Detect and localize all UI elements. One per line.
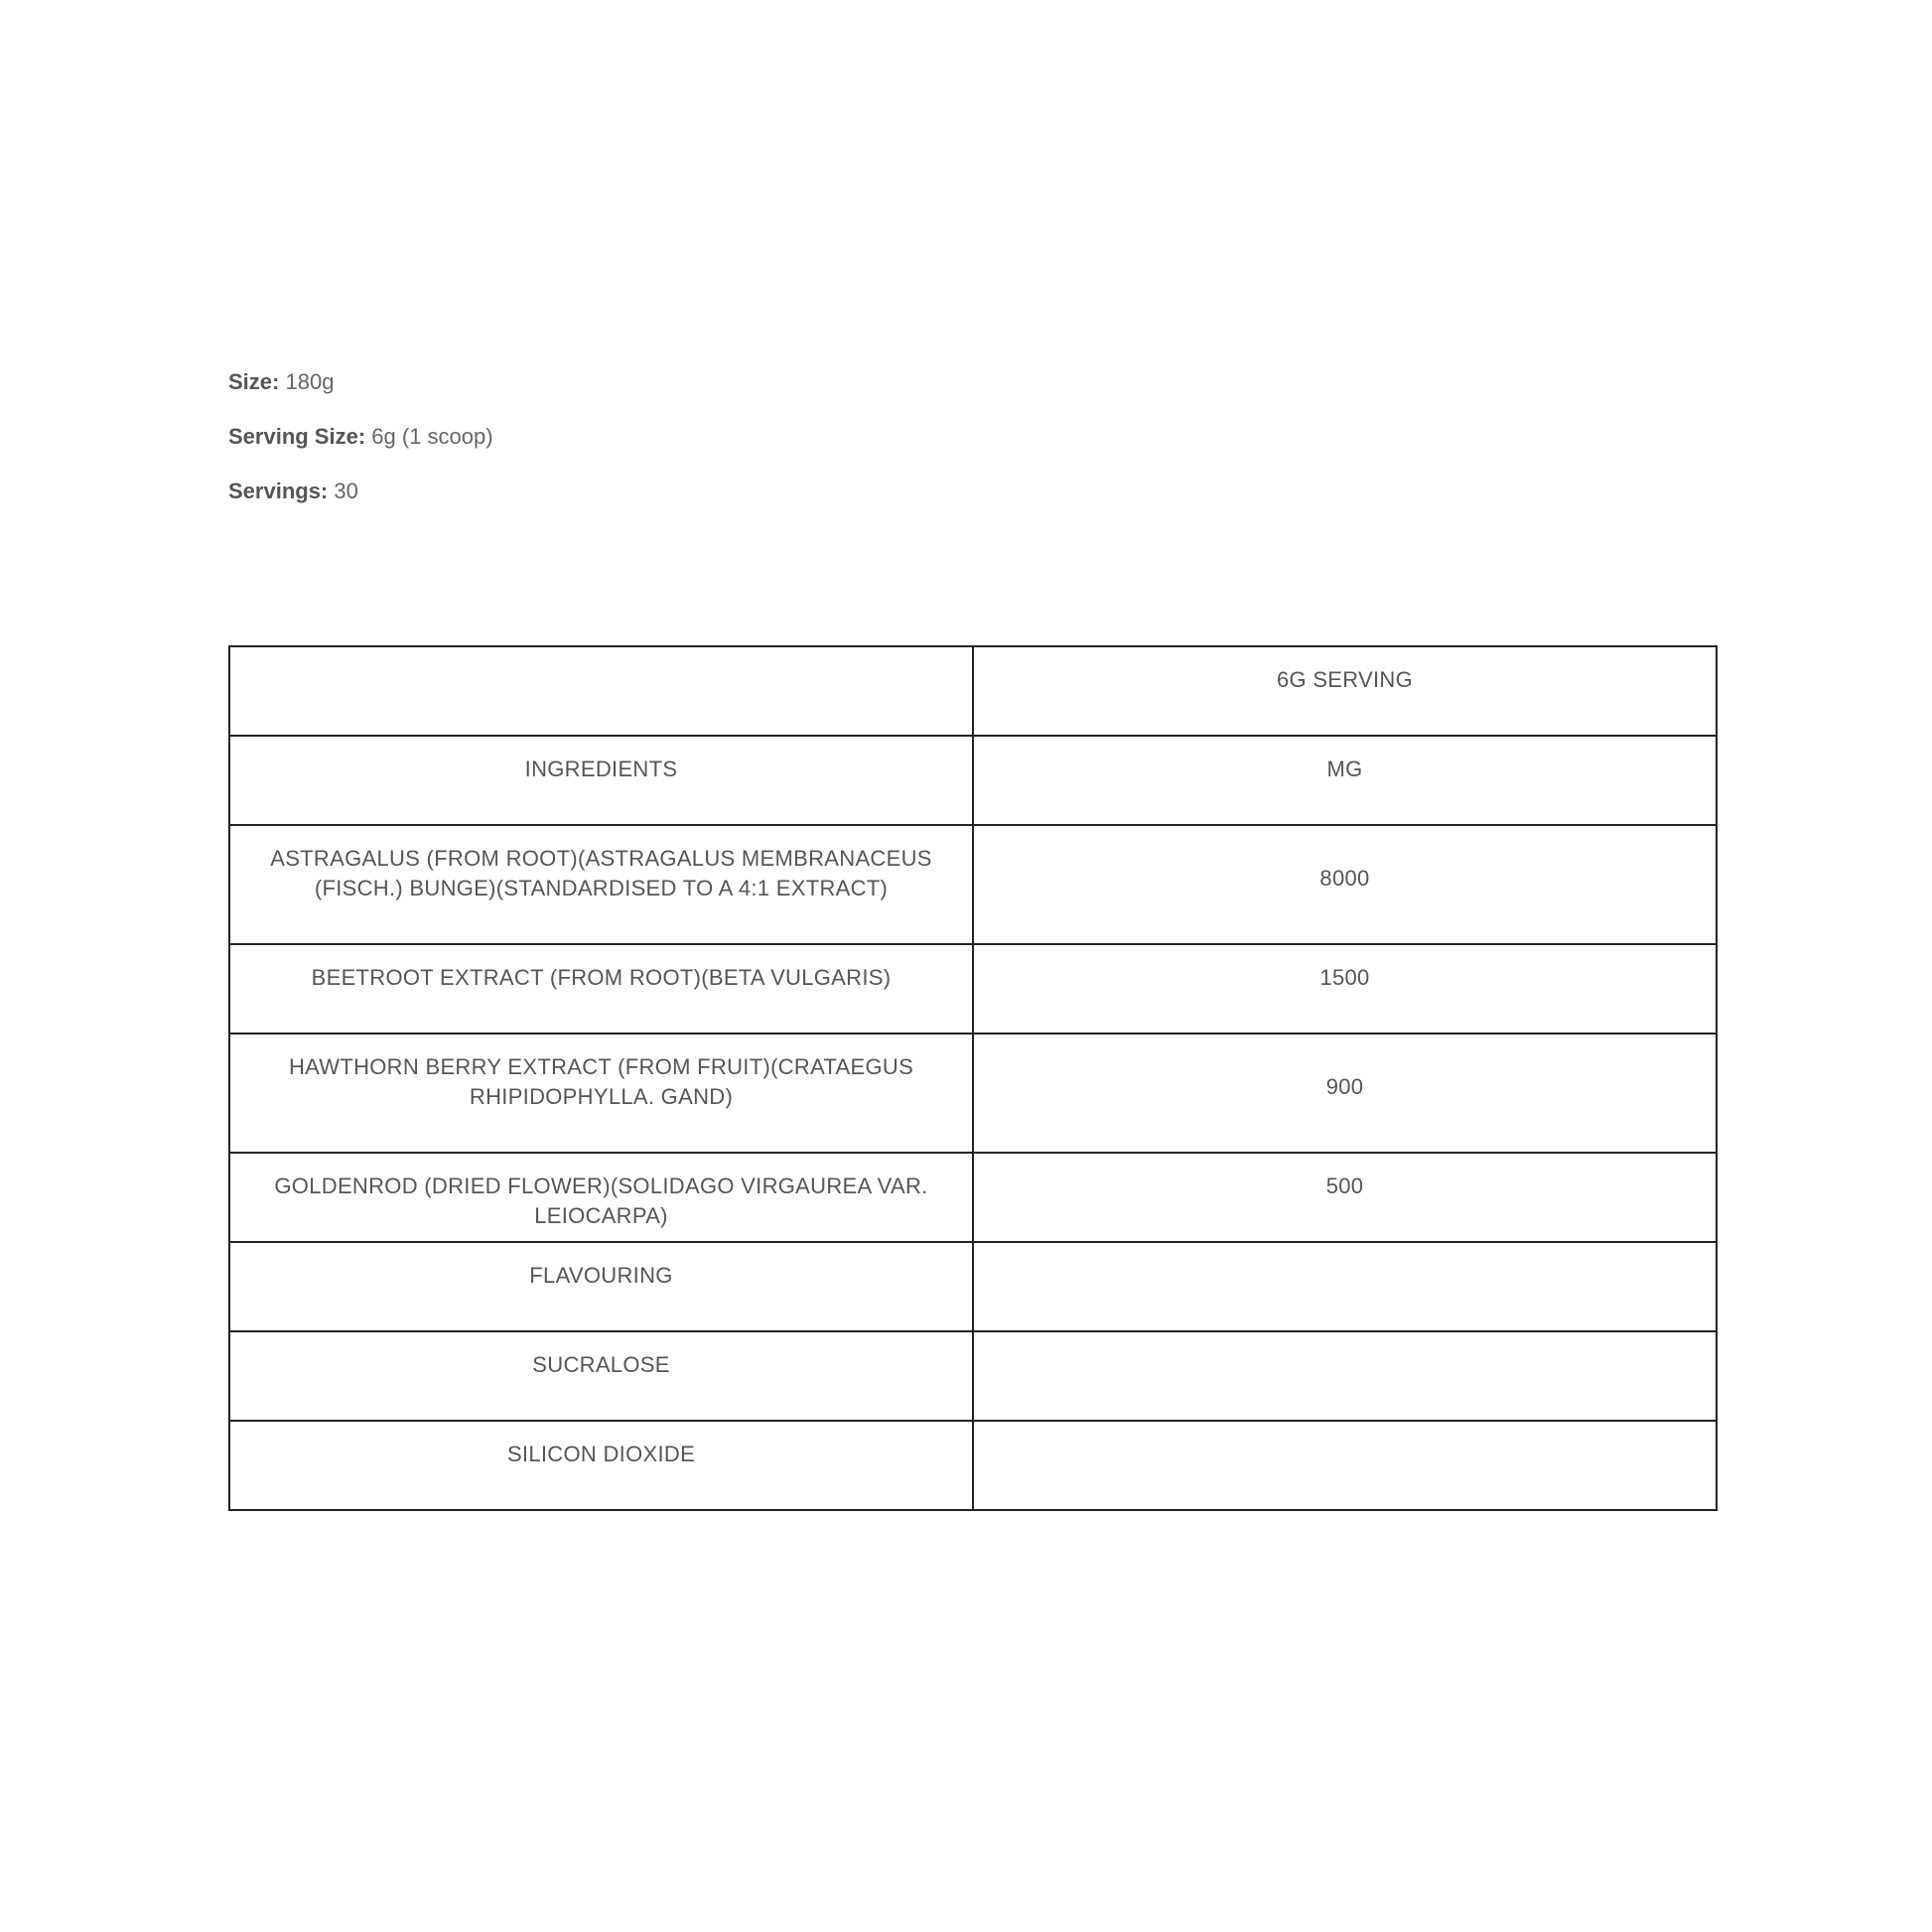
mg-column-header: MG bbox=[973, 736, 1717, 825]
ingredient-cell: FLAVOURING bbox=[229, 1242, 973, 1331]
table-row bbox=[229, 1331, 1717, 1421]
ingredient-cell: SUCRALOSE bbox=[229, 1331, 973, 1421]
table-row bbox=[229, 1034, 1717, 1153]
table-row bbox=[229, 1242, 1717, 1331]
servings-line bbox=[228, 477, 493, 506]
ingredient-cell: GOLDENROD (DRIED FLOWER)(SOLIDAGO VIRGAUREA VAR. LEIOCARPA) bbox=[229, 1153, 973, 1242]
servings-value: 30 bbox=[334, 479, 358, 503]
table-row bbox=[229, 825, 1717, 944]
table-header-row bbox=[229, 646, 1717, 736]
amount-cell: 900 bbox=[973, 1034, 1717, 1153]
servings-label: Servings: bbox=[228, 479, 329, 503]
table-row bbox=[229, 1153, 1717, 1242]
ingredient-cell: HAWTHORN BERRY EXTRACT (FROM FRUIT)(CRATAEGUS RHIPIDOPHYLLA. GAND) bbox=[229, 1034, 973, 1153]
ingredients-table bbox=[228, 645, 1718, 1511]
serving-size-label: Serving Size: bbox=[228, 424, 366, 449]
table-row bbox=[229, 1421, 1717, 1510]
amount-cell bbox=[973, 1421, 1717, 1510]
serving-size-value: 6g (1 scoop) bbox=[371, 424, 493, 449]
amount-cell: 500 bbox=[973, 1153, 1717, 1242]
table-subheader-row bbox=[229, 736, 1717, 825]
size-value: 180g bbox=[285, 369, 335, 394]
ingredient-cell: BEETROOT EXTRACT (FROM ROOT)(BETA VULGARIS) bbox=[229, 944, 973, 1034]
size-label: Size: bbox=[228, 369, 280, 394]
amount-cell bbox=[973, 1331, 1717, 1421]
size-line bbox=[228, 367, 493, 397]
ingredients-column-header: INGREDIENTS bbox=[229, 736, 973, 825]
header-cell-empty bbox=[229, 646, 973, 736]
ingredient-cell: SILICON DIOXIDE bbox=[229, 1421, 973, 1510]
amount-cell bbox=[973, 1242, 1717, 1331]
product-info bbox=[228, 367, 493, 531]
amount-cell: 8000 bbox=[973, 825, 1717, 944]
amount-cell: 1500 bbox=[973, 944, 1717, 1034]
header-cell-serving: 6G SERVING bbox=[973, 646, 1717, 736]
serving-size-line bbox=[228, 422, 493, 452]
ingredient-cell: ASTRAGALUS (FROM ROOT)(ASTRAGALUS MEMBRANACEUS (FISCH.) BUNGE)(STANDARDISED TO A 4:1 EXTRACT) bbox=[229, 825, 973, 944]
table-row bbox=[229, 944, 1717, 1034]
